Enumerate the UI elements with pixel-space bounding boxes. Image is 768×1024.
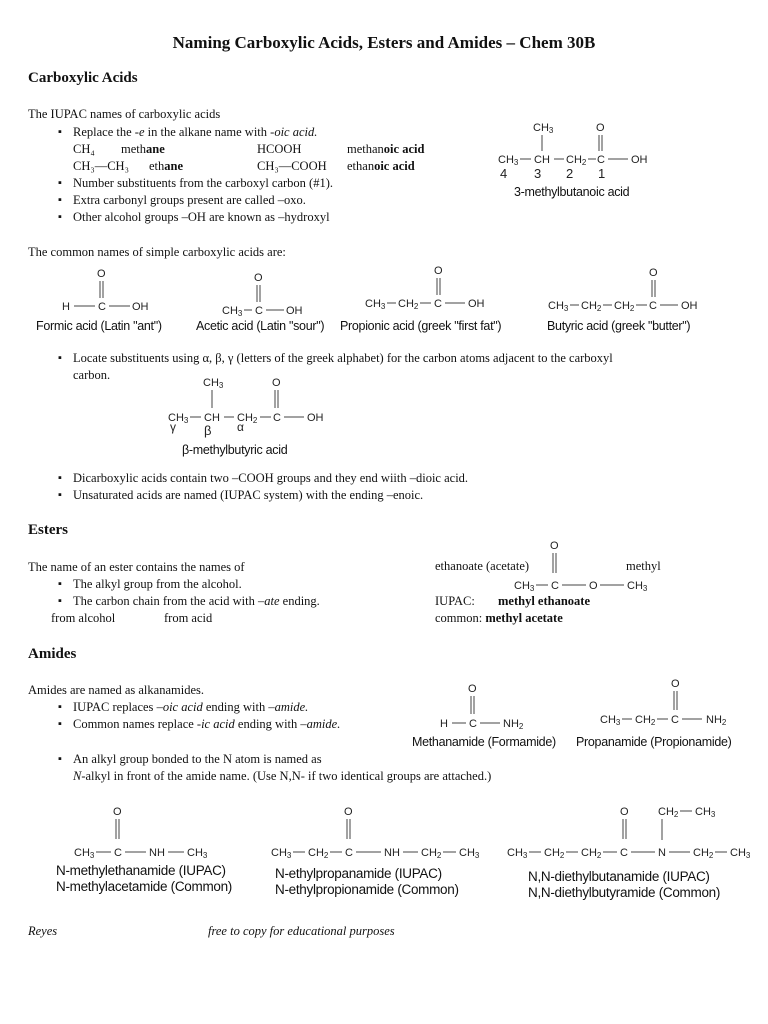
svg-text:C: C [620, 847, 628, 859]
structure-formic-acid [62, 266, 172, 326]
svg-text:CH2: CH2 [398, 298, 419, 311]
rule-oxo: ▪ Extra carbonyl groups present are called –oxo. [28, 192, 448, 209]
svg-text:OH: OH [307, 412, 324, 424]
svg-text:CH: CH [204, 412, 220, 424]
svg-text:CH3: CH3 [548, 300, 569, 313]
example-row-2: CH₃—CH₃ ethane CH₃—COOH ethanoic acid [73, 159, 415, 173]
ester-rules: The name of an ester contains the names of ▪ The alkyl group from the alcohol. ▪ The carbon chain from the acid with –ate ending. from alcohol from acid [28, 559, 418, 627]
svg-text:CH3: CH3 [498, 154, 519, 167]
structure-n-methylethanamide [74, 802, 234, 862]
footer-note: free to copy for educational purposes [208, 924, 395, 938]
svg-text:OH: OH [468, 298, 485, 310]
iupac-rules [28, 124, 448, 226]
caption-n-ethylpropanamide-iupac: N-ethylpropanamide (IUPAC) [275, 866, 442, 881]
svg-text:O: O [620, 806, 629, 818]
caption-n-ethylpropionamide-common: N-ethylpropionamide (Common) [275, 882, 459, 897]
svg-text:CH3: CH3 [533, 122, 554, 135]
svg-text:CH3: CH3 [514, 580, 535, 593]
caption-n-n-diethylbutanamide-iupac: N,N-diethylbutanamide (IUPAC) [528, 869, 710, 884]
structure-methanamide [440, 680, 550, 740]
svg-text:C: C [255, 305, 263, 317]
section-heading-amides: Amides [28, 646, 77, 662]
svg-text:α: α [237, 420, 244, 434]
svg-text:CH3: CH3 [365, 298, 386, 311]
svg-text:NH: NH [384, 847, 400, 859]
svg-text:CH3: CH3 [730, 847, 751, 860]
svg-text:CH2: CH2 [693, 847, 714, 860]
svg-text:NH2: NH2 [503, 718, 524, 731]
structure-propanamide [600, 674, 750, 734]
svg-text:CH2: CH2 [308, 847, 329, 860]
svg-text:CH3: CH3 [600, 714, 621, 727]
svg-text:C: C [469, 718, 477, 730]
svg-text:O: O [272, 377, 281, 389]
caption-propionic-acid: Propionic acid (greek "first fat") [340, 319, 502, 333]
caption-n-methylacetamide-common: N-methylacetamide (Common) [56, 879, 232, 894]
caption-n-n-diethylbutyramide-common: N,N-diethylbutyramide (Common) [528, 885, 721, 900]
ester-methyl-label: methyl [626, 559, 661, 573]
svg-text:CH3: CH3 [168, 412, 189, 425]
caption-3-methylbutanoic-acid: 3-methylbutanoic acid [514, 185, 630, 199]
structure-n-n-diethylbutanamide [507, 802, 762, 862]
svg-text:H: H [62, 301, 70, 313]
svg-text:O: O [113, 806, 122, 818]
example-row-1: CH₄ methane HCOOH methanoic acid [73, 142, 425, 156]
svg-text:C: C [671, 714, 679, 726]
svg-text:CH2: CH2 [237, 412, 258, 425]
structure-n-ethylpropanamide [271, 802, 491, 862]
amide-alkyl-rule: ▪ An alkyl group bonded to the N atom is named as N-alkyl in front of the amide name. (Use N,N- if two identical groups are attached.) [28, 751, 748, 785]
caption-beta-methylbutyric-acid: β-methylbutyric acid [182, 443, 288, 457]
rule-numbering: ▪ Number substituents from the carboxyl carbon (#1). [28, 175, 448, 192]
footer-author: Reyes [28, 924, 58, 938]
svg-text:OH: OH [681, 300, 698, 312]
svg-text:3: 3 [534, 166, 542, 181]
ester-ethanoate-label: ethanoate (acetate) [435, 559, 530, 573]
caption-acetic-acid: Acetic acid (Latin "sour") [196, 319, 325, 333]
svg-text:CH3: CH3 [187, 847, 208, 860]
svg-text:OH: OH [132, 301, 149, 313]
common-intro: The common names of simple carboxylic acids are: [28, 245, 286, 259]
svg-text:CH2: CH2 [566, 154, 587, 167]
ester-common-name: common: methyl acetate [435, 611, 563, 625]
svg-text:CH3: CH3 [459, 847, 480, 860]
svg-text:O: O [468, 683, 477, 695]
svg-text:CH3: CH3 [507, 847, 528, 860]
rule-replace-e: ▪ Replace the -e in the alkane name with -oic acid. [28, 124, 448, 141]
svg-text:2: 2 [566, 166, 574, 181]
caption-butyric-acid: Butyric acid (greek "butter") [547, 319, 691, 333]
svg-text:C: C [98, 301, 106, 313]
svg-text:CH2: CH2 [581, 847, 602, 860]
page-title: Naming Carboxylic Acids, Esters and Amides – Chem 30B [172, 33, 596, 52]
caption-propanamide: Propanamide (Propionamide) [576, 735, 732, 749]
structure-propionic-acid [365, 263, 505, 323]
svg-text:O: O [596, 122, 605, 134]
rule-unsaturated: ▪ Unsaturated acids are named (IUPAC system) with the ending –enoic. [28, 487, 748, 504]
svg-text:C: C [273, 412, 281, 424]
svg-text:CH2: CH2 [421, 847, 442, 860]
svg-text:C: C [551, 580, 559, 592]
svg-text:CH2: CH2 [544, 847, 565, 860]
ester-iupac-name: IUPAC: methyl ethanoate [435, 594, 590, 608]
svg-text:O: O [589, 580, 598, 592]
caption-formic-acid: Formic acid (Latin "ant") [36, 319, 162, 333]
svg-text:C: C [434, 298, 442, 310]
svg-text:1: 1 [598, 166, 606, 181]
section-heading-carboxylic: Carboxylic Acids [28, 70, 138, 86]
svg-text:O: O [254, 272, 263, 284]
caption-methanamide: Methanamide (Formamide) [412, 735, 556, 749]
svg-text:O: O [434, 265, 443, 277]
structure-butyric-acid [548, 265, 718, 325]
svg-text:H: H [440, 718, 448, 730]
svg-text:CH3: CH3 [271, 847, 292, 860]
acid-extra-rules [28, 470, 748, 504]
svg-text:NH: NH [149, 847, 165, 859]
svg-text:OH: OH [631, 154, 648, 166]
svg-text:CH3: CH3 [222, 305, 243, 318]
svg-text:C: C [345, 847, 353, 859]
svg-text:C: C [649, 300, 657, 312]
svg-text:β: β [204, 423, 212, 438]
svg-text:N: N [658, 847, 666, 859]
svg-text:γ: γ [170, 420, 176, 434]
iupac-intro: The IUPAC names of carboxylic acids [28, 107, 221, 121]
svg-text:O: O [344, 806, 353, 818]
structure-beta-methylbutyric-acid [168, 374, 338, 444]
svg-text:NH2: NH2 [706, 714, 727, 727]
svg-text:CH: CH [534, 154, 550, 166]
svg-text:CH3: CH3 [627, 580, 648, 593]
svg-text:CH3: CH3 [74, 847, 95, 860]
structure-methyl-ethanoate [514, 537, 664, 597]
svg-text:O: O [550, 540, 559, 552]
svg-text:O: O [97, 268, 106, 280]
svg-text:OH: OH [286, 305, 303, 317]
greek-rule: ▪ Locate substituents using α, β, γ (letters of the greek alphabet) for the carbon atoms adjacent to the carboxyl carbon. [28, 350, 748, 384]
caption-n-methylethanamide-iupac: N-methylethanamide (IUPAC) [56, 863, 226, 878]
svg-text:O: O [649, 267, 658, 279]
svg-text:C: C [114, 847, 122, 859]
amide-rules: Amides are named as alkanamides. ▪ IUPAC replaces –oic acid ending with –amide. ▪ Common names replace -ic acid ending with –amide. [28, 682, 418, 733]
svg-text:CH2: CH2 [635, 714, 656, 727]
section-heading-esters: Esters [28, 522, 68, 538]
svg-text:C: C [597, 154, 605, 166]
svg-text:CH3: CH3 [695, 806, 716, 819]
svg-text:CH2: CH2 [581, 300, 602, 313]
svg-text:O: O [671, 678, 680, 690]
svg-text:CH2: CH2 [658, 806, 679, 819]
rule-dicarboxylic: ▪ Dicarboxylic acids contain two –COOH groups and they end wiith –dioic acid. [28, 470, 748, 487]
svg-text:CH3: CH3 [203, 377, 224, 390]
svg-text:4: 4 [500, 166, 508, 181]
svg-text:CH2: CH2 [614, 300, 635, 313]
rule-hydroxyl: ▪ Other alcohol groups –OH are known as –hydroxyl [28, 209, 448, 226]
